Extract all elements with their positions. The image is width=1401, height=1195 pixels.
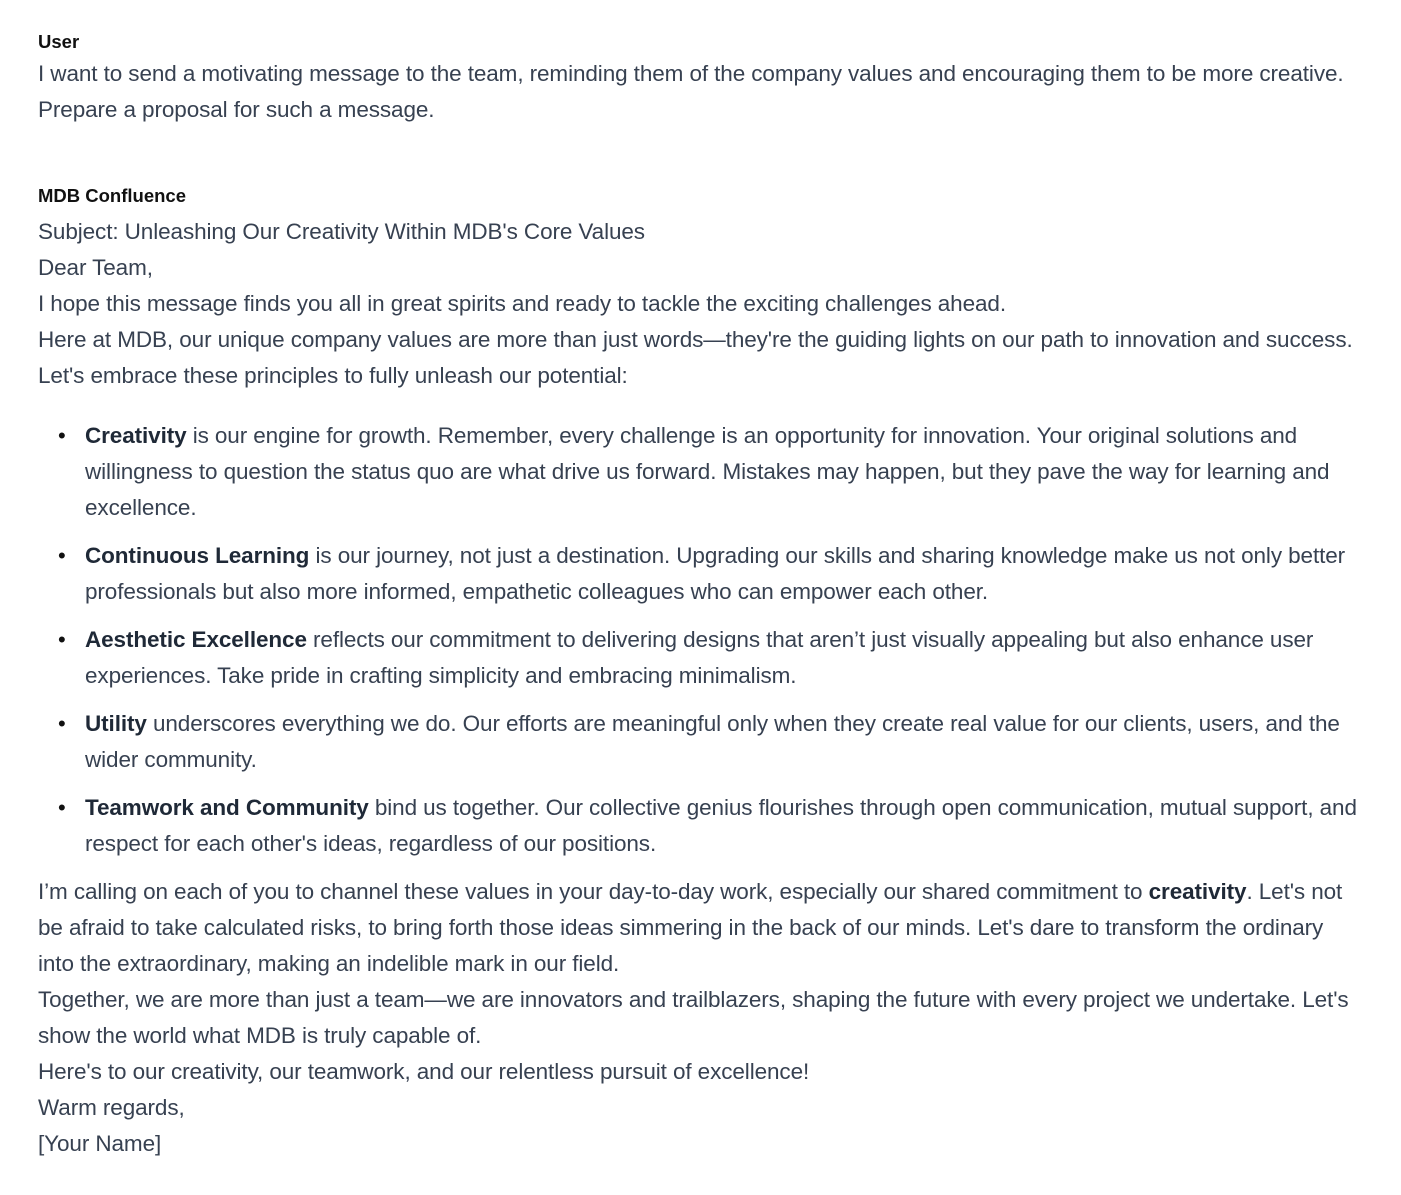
email-intro-paragraph[interactable]: I hope this message finds you all in great spirits and ready to tackle the exciting challenges ahead.	[38, 291, 1006, 316]
call-text-pre: I’m calling on each of you to channel these values in your day-to-day work, especially our shared commitment to	[38, 879, 1149, 904]
value-name: Creativity	[85, 423, 187, 448]
value-description: is our journey, not just a destination. Upgrading our skills and sharing knowledge make us not only better professionals but also more informed, empathetic colleagues who can empower each other.	[85, 543, 1346, 604]
user-author-label: User	[38, 31, 80, 52]
email-toast[interactable]: Here's to our creativity, our teamwork, and our relentless pursuit of excellence!	[38, 1059, 810, 1084]
email-greeting[interactable]: Dear Team,	[38, 255, 153, 280]
email-values-intro[interactable]: Here at MDB, our unique company values are more than just words—they're the guiding lights on our path to innovation and success. Let's embrace these principles to fully unleash our potential:	[38, 327, 1353, 388]
list-item[interactable]	[38, 790, 1361, 862]
email-call-to-action[interactable]	[38, 874, 1361, 982]
assistant-message	[38, 182, 1361, 1162]
assistant-author-label: MDB Confluence	[38, 185, 186, 206]
bullet-icon: •	[58, 543, 66, 568]
bullet-icon: •	[58, 627, 66, 652]
value-description: underscores everything we do. Our efforts are meaningful only when they create real value for our clients, users, and the wider community.	[85, 711, 1340, 772]
email-subject[interactable]: Subject: Unleashing Our Creativity Within MDB's Core Values	[38, 219, 645, 244]
call-text-post: . Let's not be afraid to take calculated risks, to bring forth those ideas simmering in the back of our minds. Let's dare to transform the ordinary into the extraordinary, making an indelible mark in our field.	[38, 879, 1343, 976]
email-signature[interactable]: [Your Name]	[38, 1131, 162, 1156]
email-together-paragraph[interactable]: Together, we are more than just a team—we are innovators and trailblazers, shaping the future with every project we undertake. Let's show the world what MDB is truly capable of.	[38, 987, 1349, 1048]
value-name: Teamwork and Community	[85, 795, 369, 820]
company-values-list	[38, 418, 1361, 862]
user-message-text[interactable]: I want to send a motivating message to the team, reminding them of the company values and encouraging them to be more creative. Prepare a proposal for such a message.	[38, 61, 1344, 122]
value-description: bind us together. Our collective genius flourishes through open communication, mutual support, and respect for each other's ideas, regardless of our positions.	[85, 795, 1357, 856]
value-name: Continuous Learning	[85, 543, 310, 568]
list-item[interactable]	[38, 418, 1361, 526]
bullet-icon: •	[58, 795, 66, 820]
value-name: Utility	[85, 711, 147, 736]
list-item[interactable]	[38, 622, 1361, 694]
value-description: is our engine for growth. Remember, every challenge is an opportunity for innovation. Your original solutions and willingness to question the status quo are what drive us forward. Mistakes may happen, but they pave the way for learning and excellence.	[85, 423, 1330, 520]
call-text-emphasis: creativity	[1148, 879, 1247, 904]
bullet-icon: •	[58, 711, 66, 736]
bullet-icon: •	[58, 423, 66, 448]
list-item[interactable]	[38, 706, 1361, 778]
value-name: Aesthetic Excellence	[85, 627, 307, 652]
value-description: reflects our commitment to delivering designs that aren’t just visually appealing but also enhance user experiences. Take pride in crafting simplicity and embracing minimalism.	[85, 627, 1314, 688]
user-message	[38, 28, 1361, 128]
email-closing[interactable]: Warm regards,	[38, 1095, 185, 1120]
list-item[interactable]	[38, 538, 1361, 610]
